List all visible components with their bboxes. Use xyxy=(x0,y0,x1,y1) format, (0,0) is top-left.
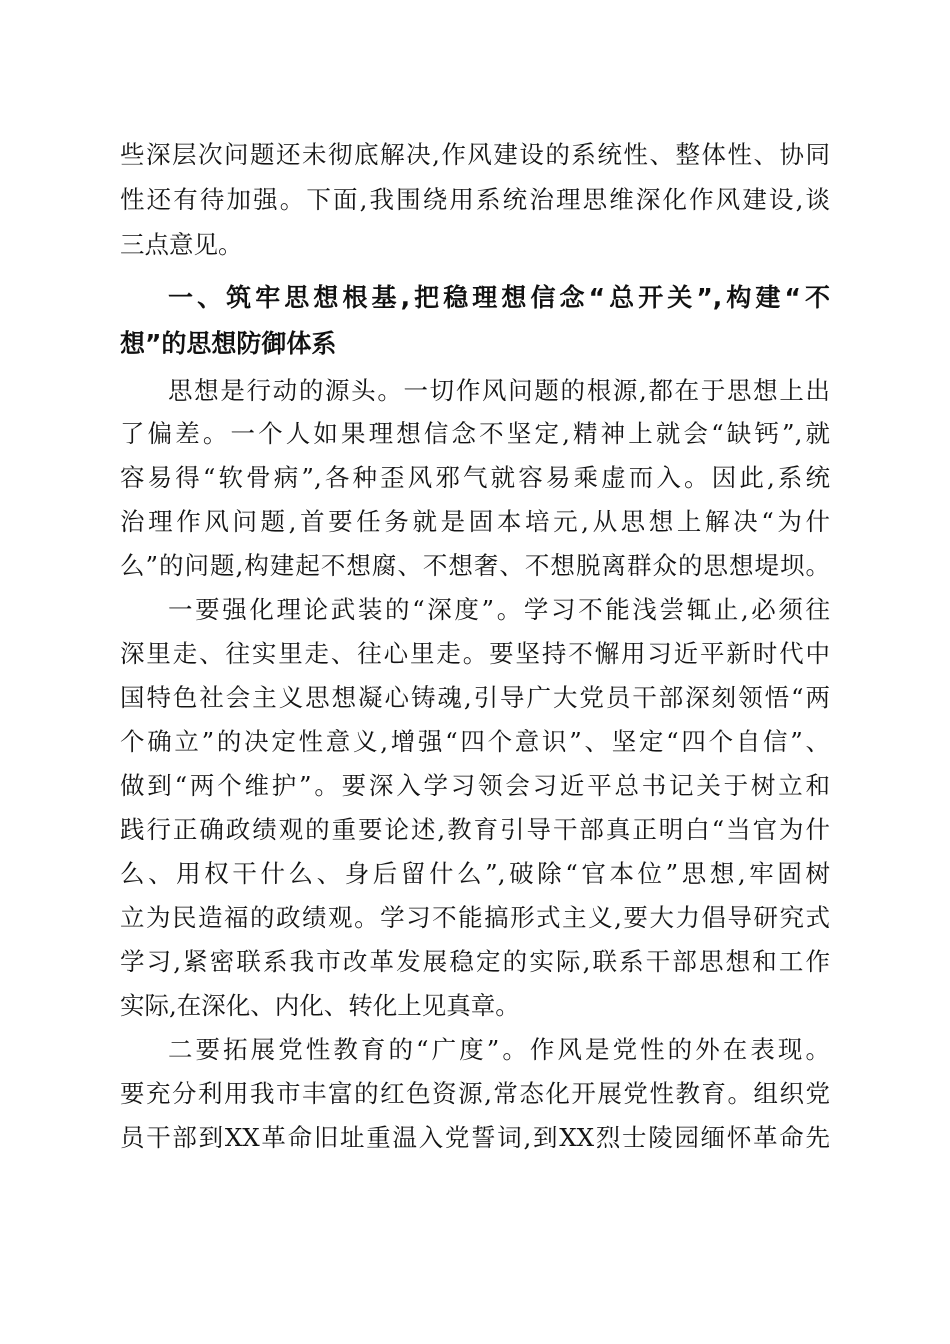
body-text-line: 容易得“软骨病”,各种歪风邪气就容易乘虚而入。因此,系统 xyxy=(120,463,830,492)
body-text-line: 员干部到XX革命旧址重温入党誓词,到XX烈士陵园缅怀革命先 xyxy=(120,1123,830,1152)
body-text-line: 二要拓展党性教育的“广度”。作风是党性的外在表现。 xyxy=(168,1035,830,1064)
body-text-line: 三点意见。 xyxy=(120,230,243,259)
section-heading-line: 想”的思想防御体系 xyxy=(120,329,337,358)
body-text-line: 要充分利用我市丰富的红色资源,常态化开展党性教育。组织党 xyxy=(120,1079,830,1108)
body-text-line: 实际,在深化、内化、转化上见真章。 xyxy=(120,991,520,1020)
body-text-line: 做到“两个维护”。要深入学习领会习近平总书记关于树立和 xyxy=(120,771,830,800)
body-text-line: 么、用权干什么、身后留什么”,破除“官本位”思想,牢固树 xyxy=(120,859,830,888)
body-text-line: 个确立”的决定性意义,增强“四个意识”、坚定“四个自信”、 xyxy=(120,727,830,756)
body-text-line: 践行正确政绩观的重要论述,教育引导干部真正明白“当官为什 xyxy=(120,815,830,844)
body-text-line: 性还有待加强。下面,我围绕用系统治理思维深化作风建设,谈 xyxy=(120,185,830,214)
body-text-line: 思想是行动的源头。一切作风问题的根源,都在于思想上出 xyxy=(168,376,830,405)
body-text-line: 立为民造福的政绩观。学习不能搞形式主义,要大力倡导研究式 xyxy=(120,903,830,932)
body-text-line: 了偏差。一个人如果理想信念不坚定,精神上就会“缺钙”,就 xyxy=(120,419,830,448)
body-text-line: 国特色社会主义思想凝心铸魂,引导广大党员干部深刻领悟“两 xyxy=(120,683,830,712)
section-heading-line: 一、筑牢思想根基,把稳理想信念“总开关”,构建“不 xyxy=(168,283,830,312)
body-text-line: 学习,紧密联系我市改革发展稳定的实际,联系干部思想和工作 xyxy=(120,947,830,976)
body-text-line: 深里走、往实里走、往心里走。要坚持不懈用习近平新时代中 xyxy=(120,639,830,668)
body-text-line: 么”的问题,构建起不想腐、不想奢、不想脱离群众的思想堤坝。 xyxy=(120,551,830,580)
body-text-line: 治理作风问题,首要任务就是固本培元,从思想上解决“为什 xyxy=(120,507,830,536)
body-text-line: 些深层次问题还未彻底解决,作风建设的系统性、整体性、协同 xyxy=(120,140,830,169)
body-text-line: 一要强化理论武装的“深度”。学习不能浅尝辄止,必须往 xyxy=(168,595,830,624)
